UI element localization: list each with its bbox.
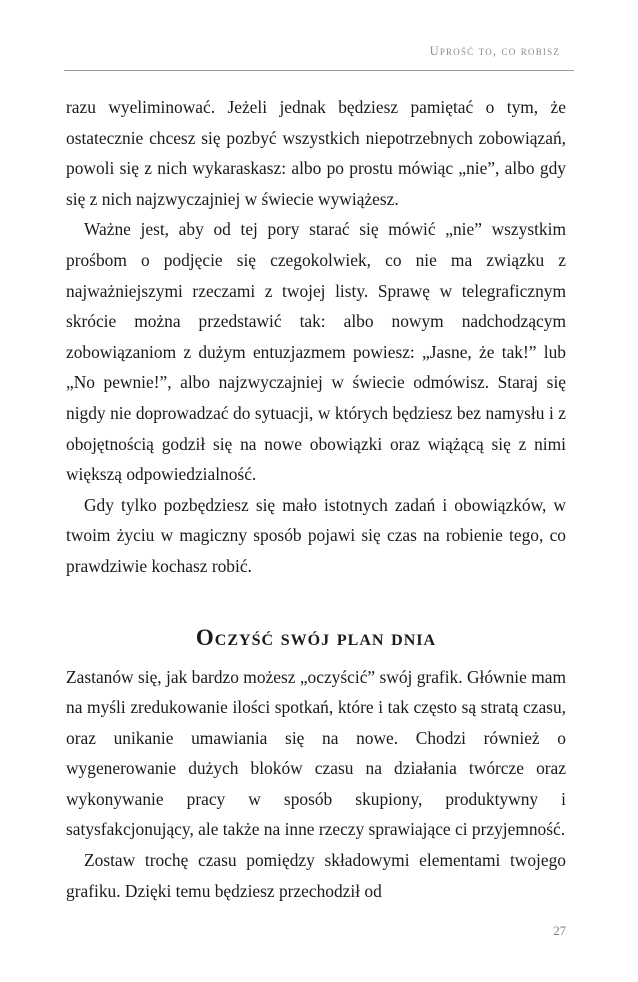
section-heading: Oczyść swój plan dnia <box>195 624 437 650</box>
paragraph: razu wyeliminować. Jeżeli jednak będziesz pamiętać o tym, że ostatecznie chcesz się pozbyć wszystkich niepotrzebnych zobowiązań, powoli się z nich wykaraskasz: albo po prostu mówiąc „nie”, albo gdy się z nich najzwyczajniej w świecie wywiążesz. <box>66 97 566 209</box>
page-number: 27 <box>553 924 566 938</box>
page-body <box>66 92 566 906</box>
paragraph: Ważne jest, aby od tej pory starać się mówić „nie” wszystkim prośbom o podjęcie się czegokolwiek, co nie ma związku z najważniejszymi rzeczami z twojej listy. Sprawę w telegraficznym skrócie można przedstawić tak: albo nowym nadchodzącym zobowiązaniom z dużym entuzjazmem powiesz: „Jasne, że tak!” lub „No pewnie!”, albo najzwyczajniej w świecie odmówisz. Staraj się nigdy nie doprowadzać do sytuacji, w których będziesz bez namysłu i z obojętnością godził się na nowe obowiązki oraz wiążącą się z nimi większą odpowiedzialność. <box>66 219 566 485</box>
paragraph: Zostaw trochę czasu pomiędzy składowymi elementami twojego grafiku. Dzięki temu będziesz przechodził od <box>66 850 566 901</box>
paragraph: Zastanów się, jak bardzo możesz „oczyścić” swój grafik. Głównie mam na myśli zredukowanie ilości spotkań, które i tak często są stratą czasu, oraz unikanie umawiania się na nowe. Chodzi również o wygenerowanie dużych bloków czasu na działania twórcze oraz wykonywanie pracy w sposób skupiony, produktywny i satysfakcjonujący, ale także na inne rzeczy sprawiające ci przyjemność. <box>66 666 566 840</box>
running-head: Uprość to, co robisz <box>429 44 560 58</box>
paragraph: Gdy tylko pozbędziesz się mało istotnych zadań i obowiązków, w twoim życiu w magiczny sposób pojawi się czas na robienie tego, co prawdziwie kochasz robić. <box>66 494 566 576</box>
header-rule <box>64 70 574 71</box>
